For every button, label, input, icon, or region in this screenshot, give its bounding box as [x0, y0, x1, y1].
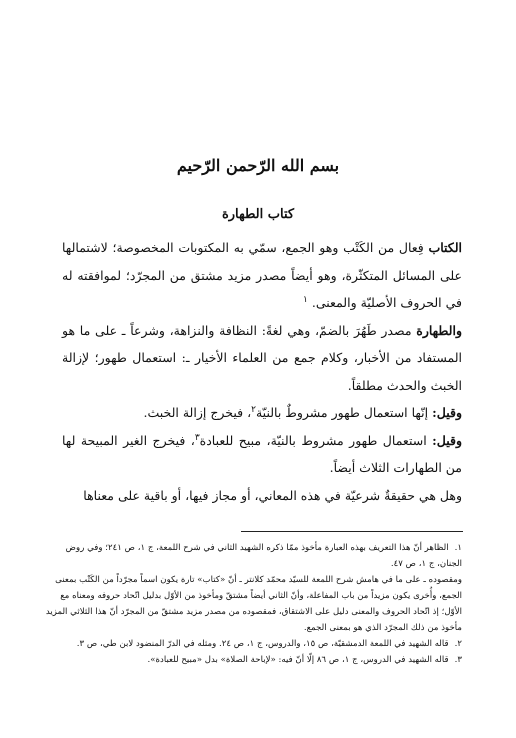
main-text — [62, 234, 462, 509]
footnote-marker: ٣ — [194, 432, 200, 443]
footnote-marker: ١ — [303, 294, 308, 305]
paragraph-tail: ، فيخرج إزالة الخبث. — [143, 405, 252, 420]
footnote-item — [42, 540, 462, 572]
paragraph-kitab — [62, 234, 462, 317]
chapter-title: كتاب الطهارة — [221, 207, 295, 222]
paragraph-haqiqa — [62, 482, 462, 510]
paragraph-qil-2 — [62, 427, 462, 482]
footnote-number: ١. — [454, 543, 462, 553]
paragraph-tail: ، فيخرج الغير المبيحة لها من الطهارات الثلاث أيضاً. — [62, 432, 462, 475]
paragraph-text: مصدر طَهُرَ بالضمّ، وهي لغةً: النظافة والنزاهة، وشرعاً ـ على ما هو المستفاد من الأخبار، وكلام جمع من العلماء الأخيار ـ: استعمال طهور؛ لإزالة الخبث والحدث مطلقاً. — [62, 322, 462, 393]
footnote-marker: ٢ — [251, 404, 256, 415]
paragraph-text: إنّها استعمال طهور مشروطٌ بالنيّة — [255, 405, 433, 420]
paragraph-text: فِعال من الكَتْب وهو الجمع، سمّي به المكتوبات المخصوصة؛ لاشتمالها على المسائل المتكثّرة، وهو أيضاً مصدر مزيد مشتق من المجرّد؛ لموافقته له في الحروف الأصليّة والمعنى. — [62, 240, 462, 310]
paragraph-tahara — [62, 317, 462, 400]
paragraph-text: استعمال طهور مشروط بالنيّة، مبيح للعبادة — [199, 432, 433, 448]
basmala-heading: بسم الله الرّحمن الرّحيم — [176, 156, 340, 175]
footnote-text: قاله الشهيد في اللمعة الدمشقيّة، ص ١٥، والدروس، ج ١، ص ٢٤. ومثله في الدرّ المنضود لابن طي، ص ٣. — [76, 639, 449, 649]
footnotes — [42, 540, 462, 668]
paragraph-lead: وقيل: — [432, 432, 462, 448]
paragraph-lead: وقيل: — [432, 405, 462, 420]
footnote-text: قاله الشهيد في الدروس، ج ١، ص ٨٦ إلّا أنّ فيه: «لإباحة الصلاة» بدل «مبيح للعبادة». — [147, 655, 449, 665]
footnote-text: ومقصوده ـ على ما في هامش شرح اللمعة للسيّد محمّد كلانتر ـ أنّ «كتاب» تارة يكون اسماً مجرّداً من الكَتْب بمعنى الجمع، وأُخرى يكون مزيداً من باب المفاعلة، وأنّ الثاني أيضاً مشتقّ ومأخوذ من الأوّل بدليل اتّحاد حروفه ومعناه مع الأوّل؛ إذ اتّحاد الحروف والمعنى دليل على الاشتقاق، فمقصوده من مصدر مزيد مشتقّ من المجرّد أنّ هذا الثلاثي المزيد مأخوذ من ذلك المجرّد الذي هو بمعنى الجمع. — [45, 575, 462, 633]
footnote-item — [42, 572, 462, 636]
paragraph-lead: الكتاب — [428, 240, 462, 255]
footnote-item — [42, 652, 462, 668]
footnote-item — [42, 636, 462, 652]
paragraph-qil-1 — [62, 399, 462, 427]
footnote-text: الظاهر أنّ هذا التعريف بهذه العبارة مأخوذ ممّا ذكره الشهيد الثاني في شرح اللمعة، ج ١، ص ٢٤١؛ وفي روض الجنان، ج ١، ص ٤٧. — [65, 543, 462, 569]
footnote-divider — [241, 531, 463, 532]
footnote-number: ٢. — [454, 639, 462, 649]
paragraph-text: وهل هي حقيقةٌ شرعيّة في هذه المعاني، أو مجاز فيها، أو باقية على معناها — [83, 487, 462, 503]
paragraph-lead: والطهارة — [416, 322, 462, 338]
footnote-number: ٣. — [454, 655, 462, 665]
